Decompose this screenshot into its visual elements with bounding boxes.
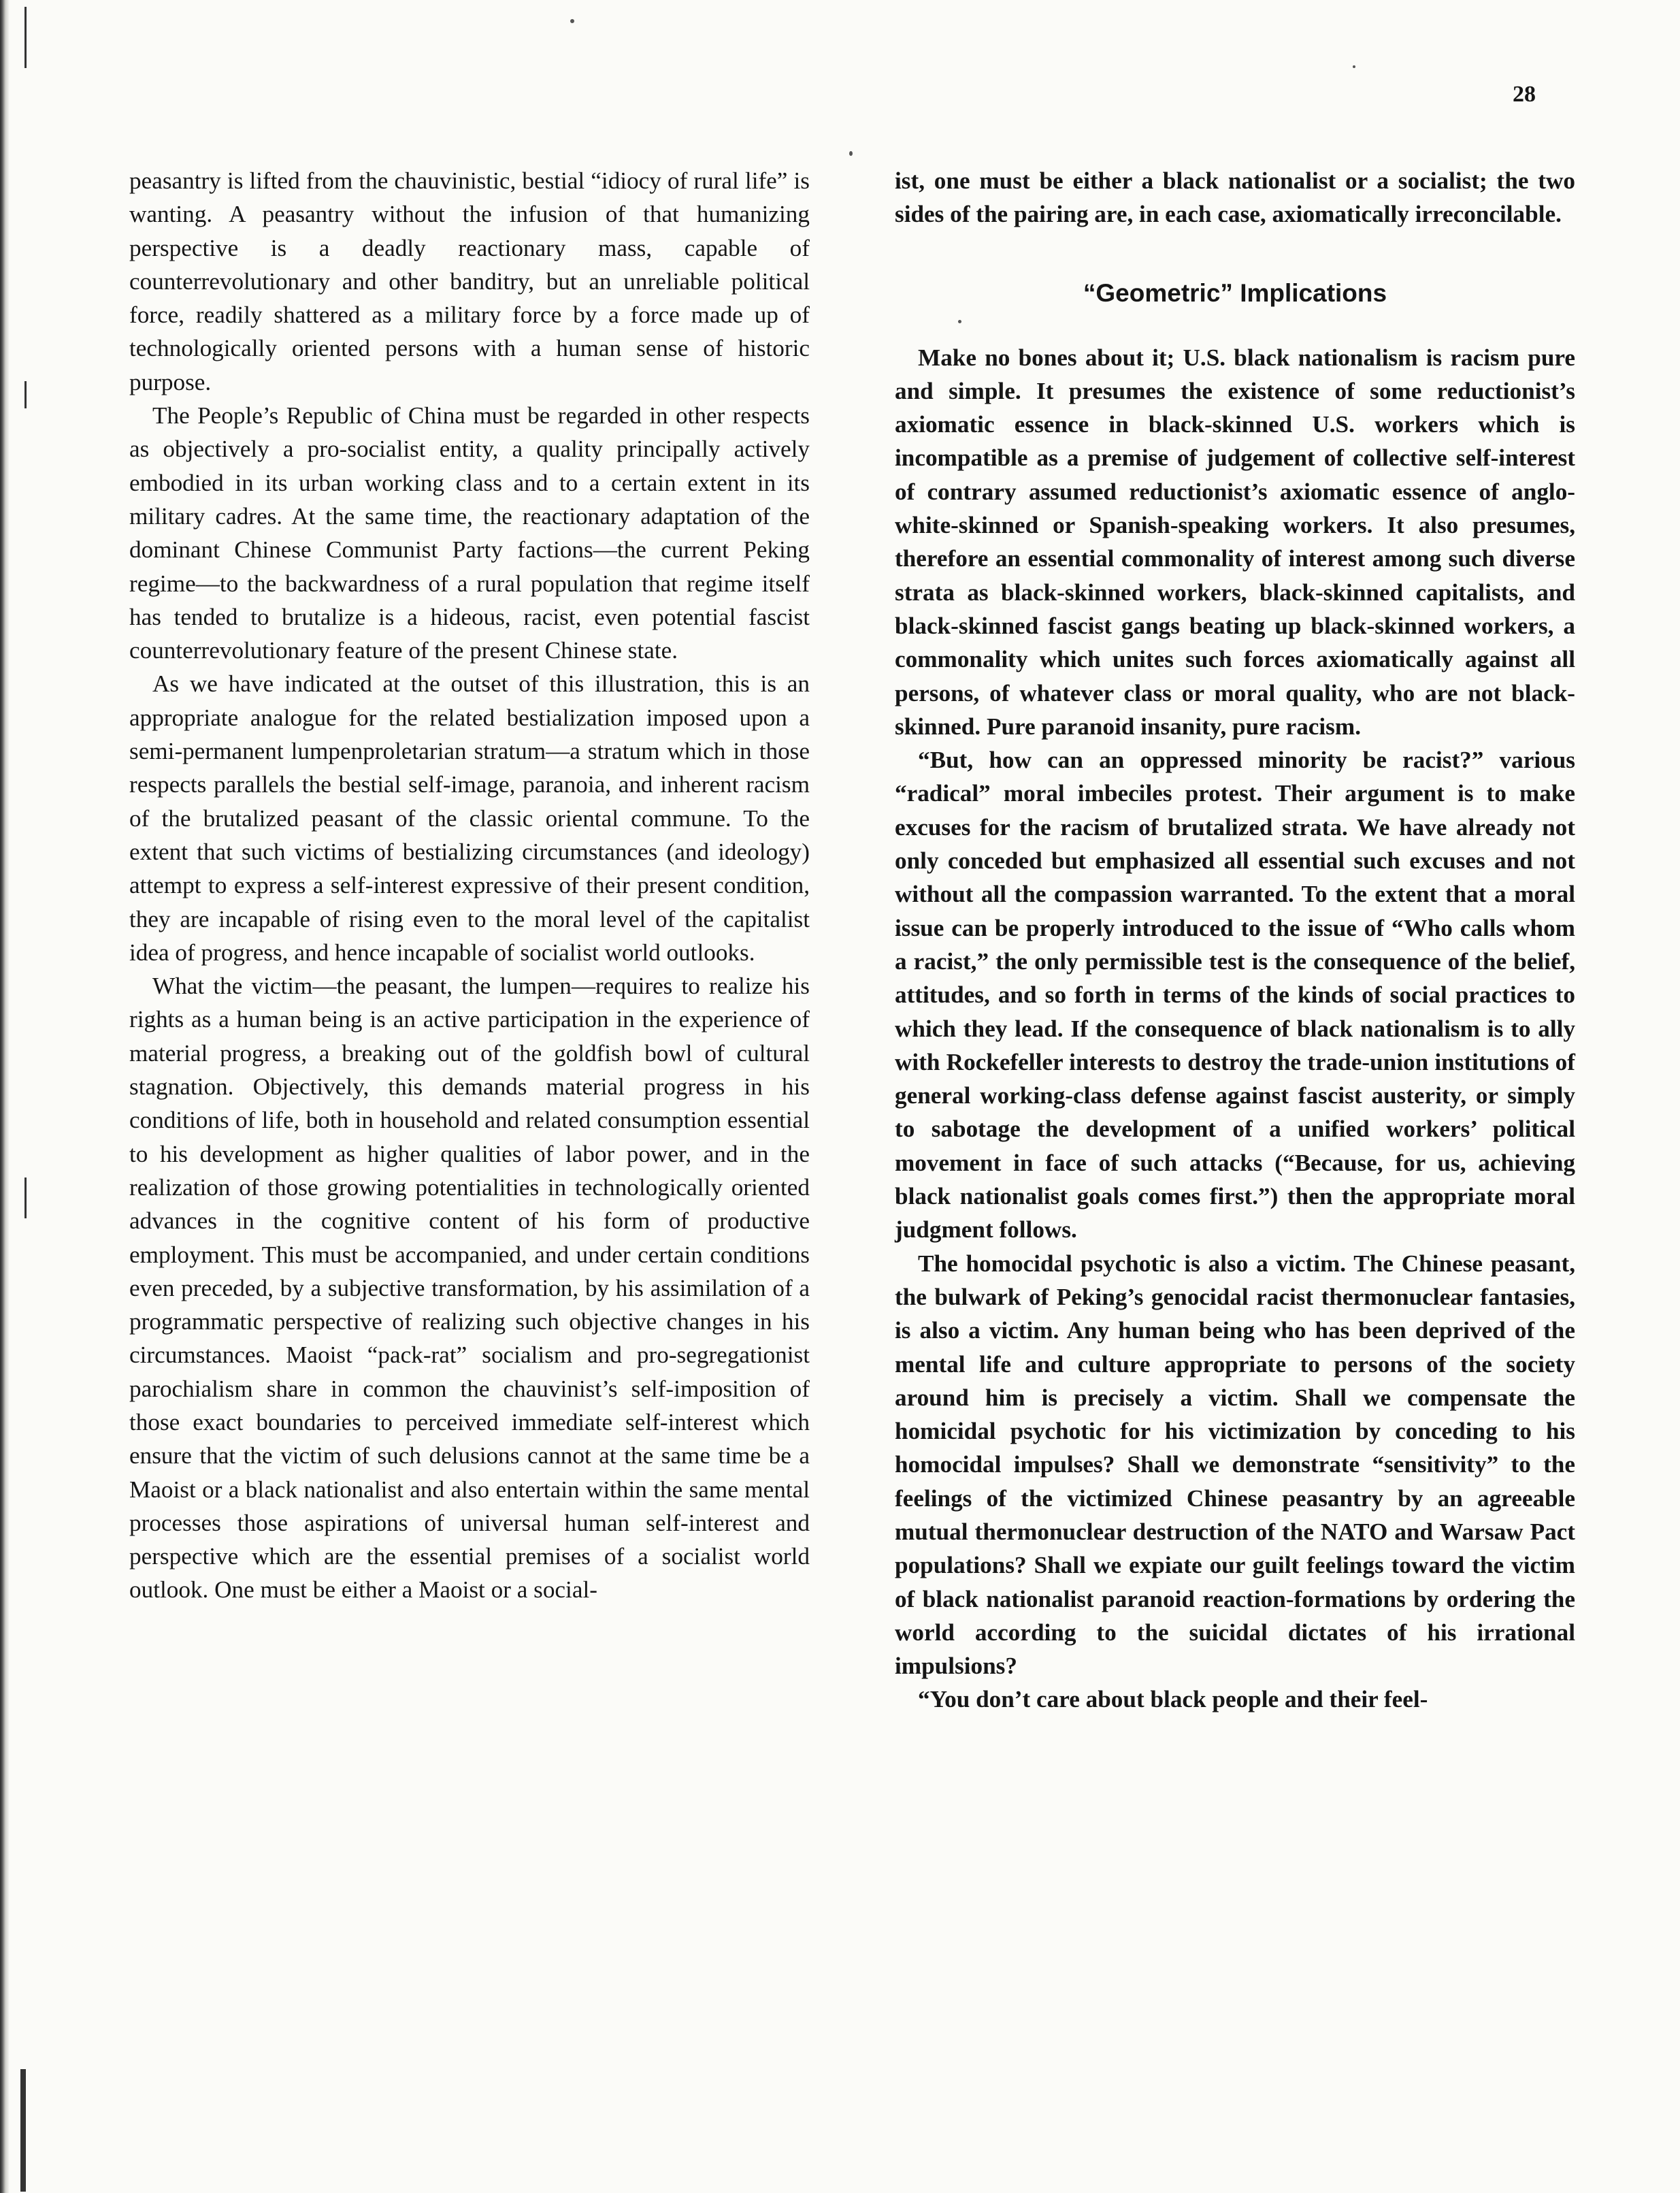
binding-mark [24, 7, 27, 68]
binding-mark [24, 1177, 27, 1218]
paragraph: “But, how can an oppressed minority be racist?” various “radical” moral imbeciles protest. Their argument is to make excuses for the racism of brutalized strata. We have already not only conceded but emphasized all essential such excuses and not without all the compassion warranted. To the extent that a moral issue can be properly introduced to the issue of “Who calls whom a racist,” the only permissible test is the consequence of the belief, attitudes, and so forth in terms of the kinds of social practices to which they lead. If the consequence of black nationalism is to ally with Rockefeller interests to destroy the trade-union institutions of general working-class defense against fascist austerity, or simply to sabotage the development of a unified workers’ political movement in face of such attacks (“Because, for us, achieving black nationalist goals comes first.”) then the appropriate moral judgment follows. [895, 747, 1575, 1244]
paragraph: What the victim—the peasant, the lumpen—requires to realize his rights as a human being is an active participation in the experience of material progress, a breaking out of the goldfish bowl of cultural stagnation. Objectively, this demands material progress in his conditions of life, both in household and related consumption essential to his development as higher qualities of labor power, and in the realization of those growing potentialities in technologically oriented advances in the cognitive content of his form of productive employment. This must be accompanied, and under certain conditions even preceded, by a subjective transformation, by his assimilation of a programmatic perspective of realizing such objective changes in his circumstances. Maoist “pack-rat” socialism and pro-segregationist parochialism share in common the chauvinist’s self-imposition of those exact boundaries to perceived immediate self-interest which ensure that the victim of such delusions cannot at the same time be a Maoist or a black nationalist and also entertain within the same mental processes those aspirations of universal human self-interest and perspective which are the essential premises of a socialist world outlook. One must be either a Maoist or a social- [129, 973, 810, 1604]
left-column [129, 164, 810, 1607]
right-column [895, 164, 1575, 1717]
paragraph: peasantry is lifted from the chauvinistic, bestial “idiocy of rural life” is wanting. A peasantry without the infusion of that humanizing perspective is a deadly reactionary mass, capable of counterrevolutionary and other banditry, but an unreliable political force, readily shattered as a military force by a force made up of technologically oriented persons with a human sense of historic purpose. [129, 167, 810, 395]
scan-speck [849, 151, 853, 156]
paragraph: “You don’t care about black people and their feel- [918, 1686, 1428, 1713]
binding-edge [0, 0, 10, 2193]
binding-mark [24, 381, 27, 408]
paragraph: ist, one must be either a black nationalist or a socialist; the two sides of the pairing are, in each case, axiomatically irreconcilable. [895, 167, 1575, 228]
paragraph: Make no bones about it; U.S. black nationalism is racism pure and simple. It presumes the existence of some reductionist’s axiomatic essence in black-skinned U.S. workers which is incompatible as a premise of judgement of collective self-interest of contrary assumed reductionist’s axiomatic essence of anglo-white-skinned or Spanish-speaking workers. It also presumes, therefore an essential commonality of interest among such diverse strata as black-skinned workers, black-skinned capitalists, and black-skinned fascist gangs beating up black-skinned workers, a commonality which unites such forces axiomatically against all persons, of whatever class or moral quality, who are not black-skinned. Pure paranoid insanity, pure racism. [895, 344, 1575, 740]
binding-mark [20, 2069, 26, 2192]
scan-speck [570, 19, 574, 23]
paragraph: The People’s Republic of China must be regarded in other respects as objectively a pro-socialist entity, a quality principally actively embodied in its urban working class and to a certain extent in its military cadres. At the same time, the reactionary adaptation of the dominant Chinese Communist Party factions—the current Peking regime—to the backwardness of a rural population that regime itself has tended to brutalize is a hideous, racist, even potential fascist counterrevolutionary feature of the present Chinese state. [129, 402, 810, 664]
page-number: 28 [1513, 82, 1536, 107]
paragraph: As we have indicated at the outset of this illustration, this is an appropriate analogue for the related bestialization imposed upon a semi-permanent lumpenproletarian stratum—a stratum which in those respects parallels the bestial self-image, paranoia, and inherent racism of the brutalized peasant of the classic oriental commune. To the extent that such victims of bestializing circumstances (and ideology) attempt to express a self-interest expressive of their present condition, they are incapable of rising even to the moral level of the capitalist idea of progress, and hence incapable of socialist world outlooks. [129, 670, 810, 966]
paragraph: The homocidal psychotic is also a victim. The Chinese peasant, the bulwark of Peking’s genocidal racist thermonuclear fantasies, is also a victim. Any human being who has been deprived of the mental life and culture appropriate to persons of the society around him is precisely a victim. Shall we compensate the homicidal psychotic for his victimization by conceding to his homocidal impulses? Shall we demonstrate “sensitivity” to the feelings of the victimized Chinese peasantry by an agreeable mutual thermonuclear destruction of the NATO and Warsaw Pact populations? Shall we expiate our guilt feelings toward the victim of black nationalist paranoid reaction-formations by ordering the world according to the suicidal dictates of his irrational impulsions? [895, 1250, 1575, 1680]
scan-speck [1353, 65, 1355, 68]
section-heading: “Geometric” Implications [1083, 278, 1387, 307]
